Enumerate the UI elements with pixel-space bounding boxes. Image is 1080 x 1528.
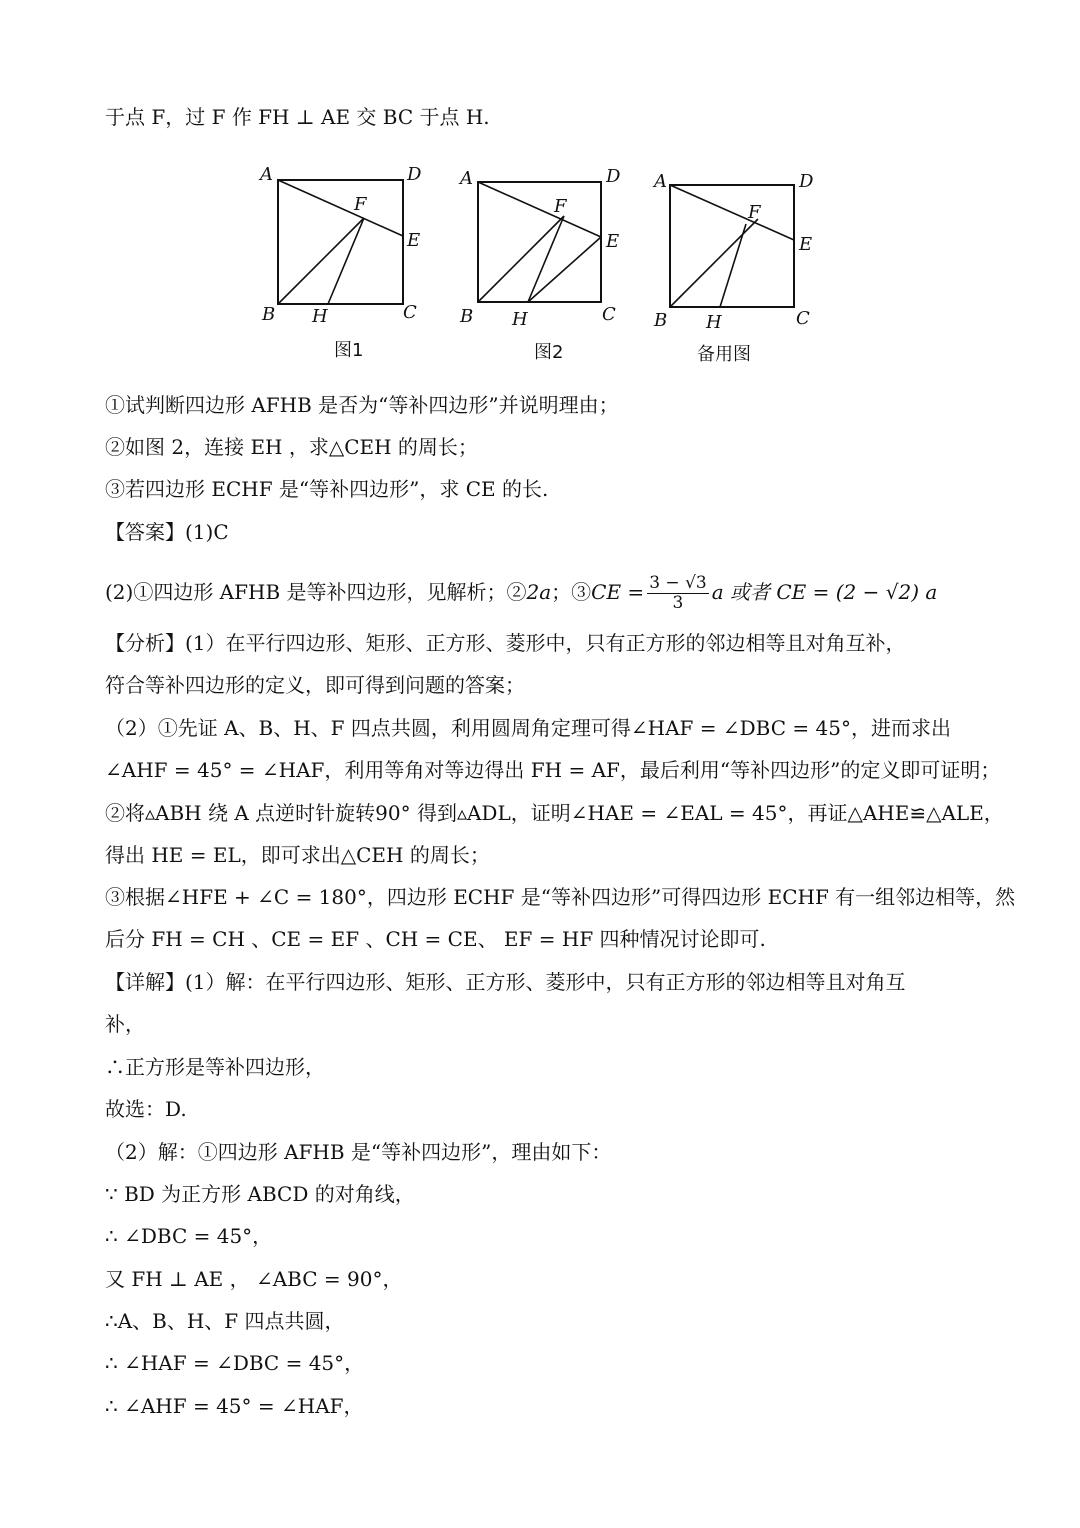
label-c: C [403, 302, 417, 323]
label-d: D [407, 164, 422, 185]
segment-fh [528, 216, 564, 302]
text-line: ①试判断四边形 AFHB 是否为“等补四边形”并说明理由； [105, 393, 619, 417]
text-line: 【答案】(1)C [105, 520, 229, 544]
text-line: 【详解】(1）解：在平行四边形、矩形、正方形、菱形中，只有正方形的邻边相等且对角互 [105, 970, 906, 994]
text-span: 2a [526, 580, 552, 604]
text-line: 【分析】(1）在平行四边形、矩形、正方形、菱形中，只有正方形的邻边相等且对角互补， [105, 631, 906, 655]
segment-fh [720, 224, 746, 307]
label-b: B [460, 306, 474, 327]
label-h: H [512, 309, 528, 330]
segment-bf [478, 216, 564, 302]
text-line: ②将▵ABH 绕 A 点逆时针旋转90° 得到▵ADL，证明∠HAE = ∠EAL = 45°，再证△AHE≌△ALE， [105, 801, 1004, 825]
text-span: a 或者 CE = (2 − √2) a [711, 580, 938, 604]
text-line: ∴A、B、H、F 四点共圆， [105, 1309, 345, 1333]
label-a: A [654, 171, 667, 192]
text-span: ；③ [551, 580, 592, 604]
text-line: ③根据∠HFE + ∠C = 180°，四边形 ECHF 是“等补四边形”可得四边形 ECHF 有一组邻边相等，然 [105, 885, 1016, 909]
text-line: ∵ BD 为正方形 ABCD 的对角线， [105, 1182, 415, 1206]
figure-1-caption: 图1 [334, 340, 364, 361]
segment-ae [478, 182, 601, 237]
text-line: 故选：D. [105, 1097, 187, 1121]
text-line: ∠AHF = 45° = ∠HAF，利用等角对等边得出 FH = AF，最后利用“等补四边形”的定义即可证明； [105, 758, 1001, 782]
text-line: ∴ ∠HAF = ∠DBC = 45°， [105, 1351, 365, 1375]
text-line: ∴ ∠AHF = 45° = ∠HAF， [105, 1394, 364, 1418]
figures-row [250, 160, 850, 370]
text-line: ②如图 2，连接 EH ，求△CEH 的周长； [105, 435, 478, 459]
figure-3-diagram [650, 160, 850, 335]
text-line: 又 FH ⊥ AE ， ∠ABC = 90°， [105, 1267, 403, 1291]
segment-ae [670, 185, 794, 240]
segment-bf [278, 218, 364, 304]
label-f: F [748, 202, 761, 223]
label-b: B [654, 310, 668, 331]
label-f: F [354, 194, 367, 215]
segment-bf [670, 219, 758, 307]
text-line: （2）①先证 A、B、H、F 四点共圆，利用圆周角定理可得∠HAF = ∠DBC = 45°，进而求出 [105, 716, 951, 740]
label-a: A [460, 168, 473, 189]
label-d: D [606, 166, 621, 187]
label-e: E [799, 234, 813, 255]
text-line: 补， [105, 1012, 145, 1036]
text-line: ∴ ∠DBC = 45°， [105, 1224, 273, 1248]
segment-eh [528, 237, 601, 302]
segment-ae [278, 180, 403, 236]
text-line: ③若四边形 ECHF 是“等补四边形”，求 CE 的长. [105, 477, 549, 501]
figure-2-diagram [450, 160, 640, 335]
figure-3-caption: 备用图 [697, 344, 751, 365]
label-e: E [407, 230, 421, 251]
label-d: D [799, 171, 814, 192]
text-span: CE = [591, 580, 645, 604]
text-line: 于点 F，过 F 作 FH ⊥ AE 交 BC 于点 H. [105, 105, 490, 129]
label-a: A [260, 164, 273, 185]
answer-line [105, 574, 937, 613]
text-line: 得出 HE = EL，即可求出△CEH 的周长； [105, 843, 490, 867]
fraction-numerator: 3 − √3 [649, 573, 707, 593]
text-line: 符合等补四边形的定义，即可得到问题的答案； [105, 673, 525, 697]
label-h: H [706, 312, 722, 333]
fraction [647, 574, 709, 613]
fraction-denominator: 3 [672, 593, 684, 613]
label-f: F [554, 196, 567, 217]
figure-2-caption: 图2 [534, 342, 564, 363]
label-b: B [262, 304, 276, 325]
text-line: 后分 FH = CH 、CE = EF 、CH = CE、 EF = HF 四种情况讨论即可. [105, 927, 766, 951]
label-c: C [602, 304, 616, 325]
label-e: E [606, 231, 620, 252]
label-c: C [796, 308, 810, 329]
segment-fh [328, 218, 364, 304]
text-line: （2）解：①四边形 AFHB 是“等补四边形”，理由如下： [105, 1140, 612, 1164]
figure-1-diagram [250, 160, 440, 335]
text-span: (2)①四边形 AFHB 是等补四边形，见解析；② [105, 580, 527, 604]
text-line: ∴正方形是等补四边形， [105, 1055, 325, 1079]
label-h: H [312, 306, 328, 327]
